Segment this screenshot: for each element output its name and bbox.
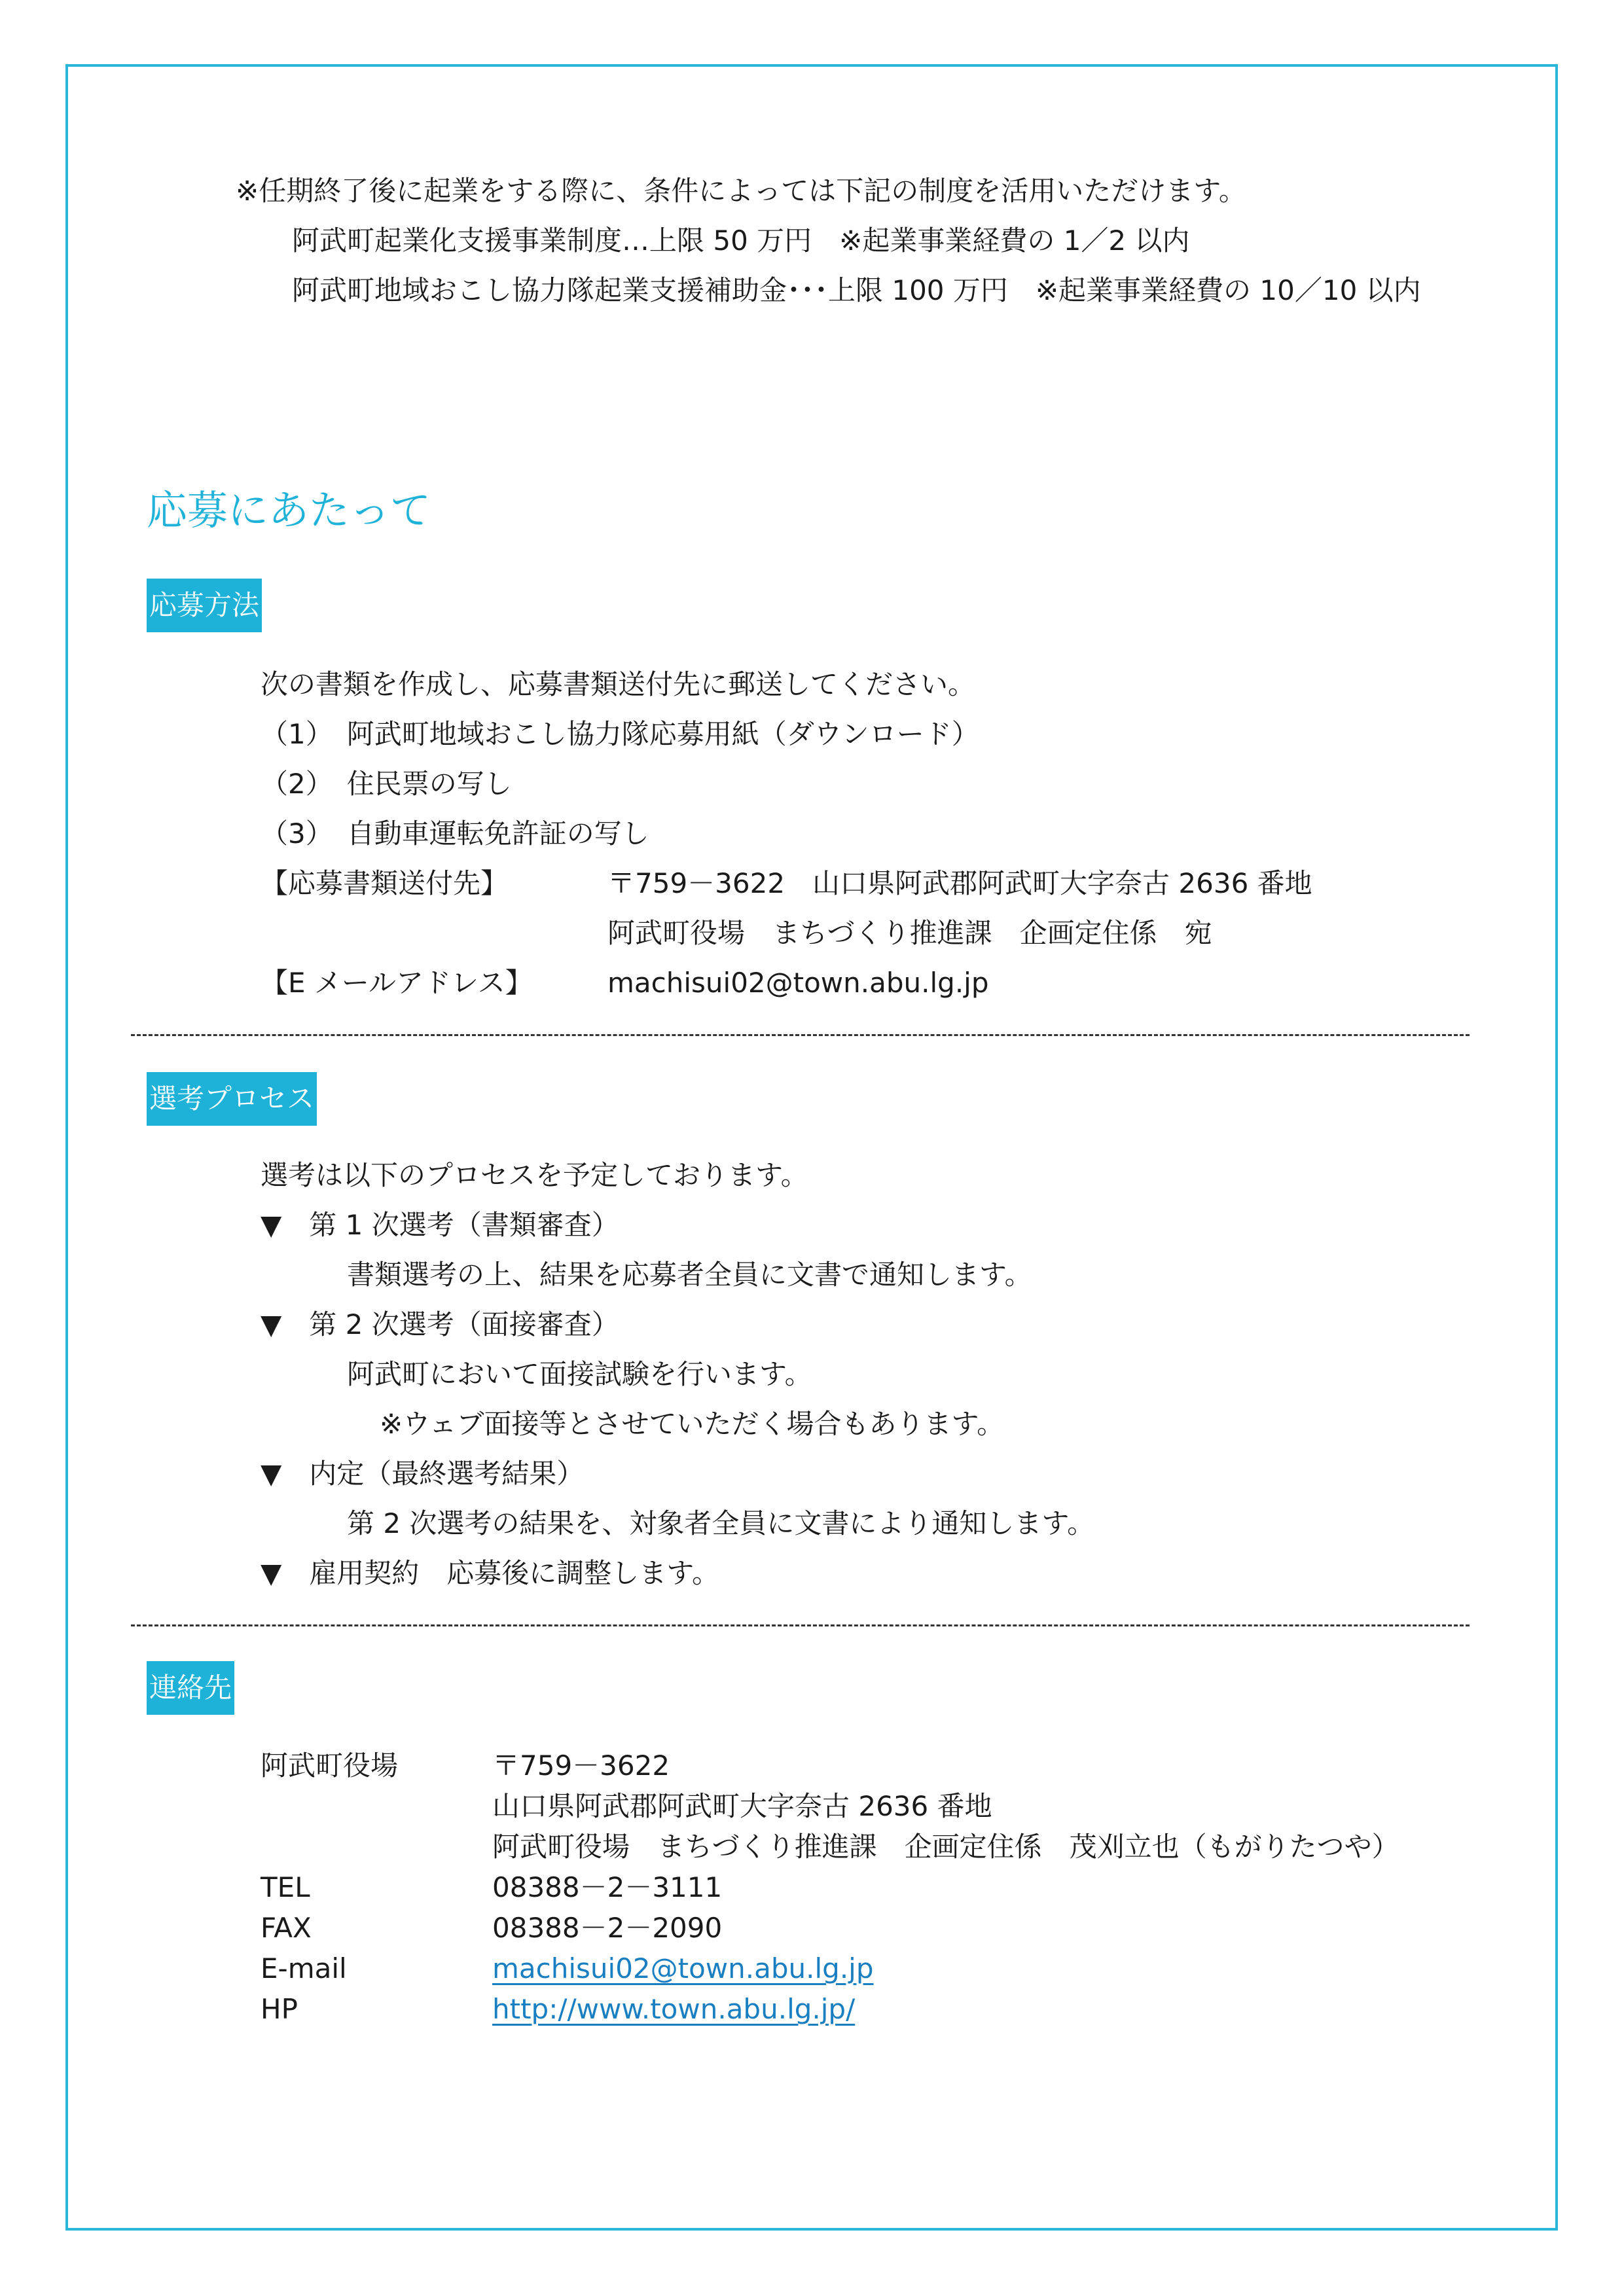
- contact-postal: 〒759－3622: [492, 1749, 670, 1782]
- process-step-4: ▼ 雇用契約 応募後に調整します。: [261, 1557, 719, 1589]
- process-step-2-detail: 阿武町において面接試験を行います。: [347, 1358, 812, 1390]
- contact-org: 阿武町役場: [261, 1749, 399, 1782]
- hp-label: HP: [261, 1993, 298, 2025]
- tel-label: TEL: [261, 1871, 310, 1903]
- intro-subsidy-2: 阿武町地域おこし協力隊起業支援補助金･･･上限 100 万円 ※起業事業経費の 10／10 以内: [292, 274, 1421, 306]
- apply-item-2: （2） 住民票の写し: [261, 768, 512, 800]
- apply-item-1: （1） 阿武町地域おこし協力隊応募用紙（ダウンロード）: [261, 718, 979, 750]
- contact-address: 山口県阿武郡阿武町大字奈古 2636 番地: [492, 1790, 992, 1822]
- contact-email-label: E-mail: [261, 1952, 347, 1984]
- send-label: 【応募書類送付先】: [261, 867, 509, 899]
- process-step-1-detail: 書類選考の上、結果を応募者全員に文書で通知します。: [347, 1259, 1032, 1291]
- process-step-3-detail: 第 2 次選考の結果を、対象者全員に文書により通知します。: [347, 1507, 1095, 1539]
- process-step-2-note: ※ウェブ面接等とさせていただく場合もあります。: [380, 1408, 1005, 1440]
- divider: [131, 1624, 1470, 1626]
- contact-dept: 阿武町役場 まちづくり推進課 企画定住係 茂刈立也（もがりたつや）: [492, 1831, 1399, 1863]
- divider: [131, 1034, 1470, 1036]
- process-step-2: ▼ 第 2 次選考（面接審査）: [261, 1308, 619, 1340]
- apply-item-3: （3） 自動車運転免許証の写し: [261, 817, 649, 850]
- send-address: 〒759－3622 山口県阿武郡阿武町大字奈古 2636 番地: [607, 867, 1312, 899]
- apply-email: machisui02@town.abu.lg.jp: [607, 967, 989, 999]
- contact-email-link[interactable]: machisui02@town.abu.lg.jp: [492, 1952, 874, 1984]
- intro-subsidy-1: 阿武町起業化支援事業制度…上限 50 万円 ※起業事業経費の 1／2 以内: [292, 224, 1190, 257]
- contact-label: 連絡先: [147, 1661, 234, 1715]
- fax-value: 08388－2－2090: [492, 1912, 723, 1944]
- homepage-link[interactable]: http://www.town.abu.lg.jp/: [492, 1993, 856, 2025]
- process-step-1: ▼ 第 1 次選考（書類審査）: [261, 1209, 619, 1241]
- send-recipient: 阿武町役場 まちづくり推進課 企画定住係 宛: [607, 917, 1212, 949]
- fax-label: FAX: [261, 1912, 312, 1944]
- apply-lead: 次の書類を作成し、応募書類送付先に郵送してください。: [261, 668, 976, 700]
- email-label: 【E メールアドレス】: [261, 967, 533, 999]
- process-step-3: ▼ 内定（最終選考結果）: [261, 1458, 585, 1490]
- process-label: 選考プロセス: [147, 1072, 317, 1126]
- intro-note: ※任期終了後に起業をする際に、条件によっては下記の制度を活用いただけます。: [236, 175, 1246, 207]
- tel-value: 08388－2－3111: [492, 1871, 723, 1903]
- apply-label: 応募方法: [147, 579, 262, 632]
- section-title: 応募にあたって: [147, 486, 431, 534]
- process-lead: 選考は以下のプロセスを予定しております。: [261, 1159, 808, 1191]
